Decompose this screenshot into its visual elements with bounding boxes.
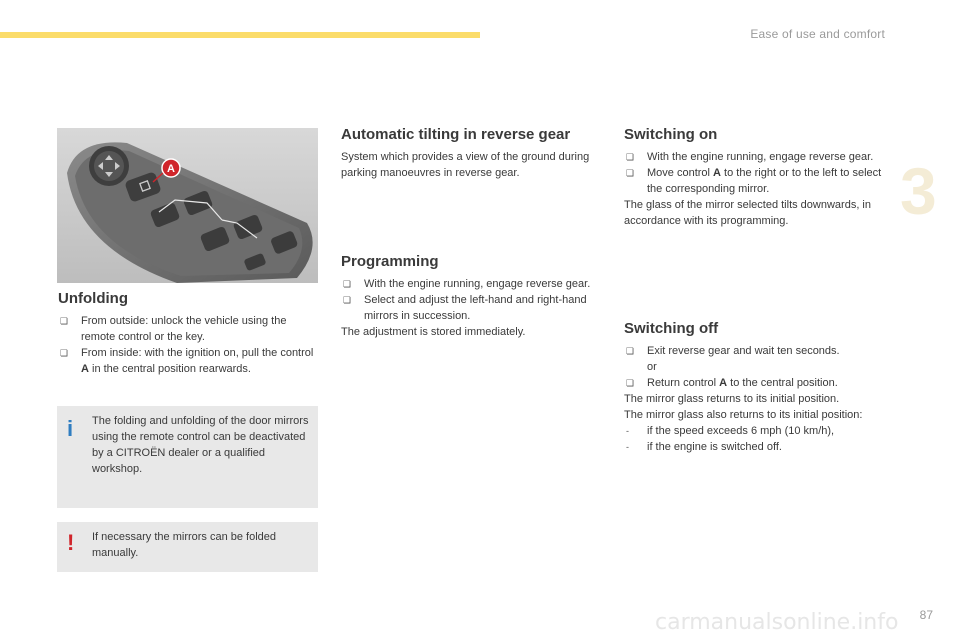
list-item: ❏ Return control A to the central position. — [626, 377, 838, 389]
dash-icon: - — [626, 426, 629, 436]
info-note — [57, 406, 318, 508]
dash-icon: - — [626, 442, 629, 452]
warning-note-text: If necessary the mirrors can be folded manually. — [92, 531, 277, 559]
programming-note: The adjustment is stored immediately. — [341, 326, 526, 338]
switching-on-title: Switching on — [624, 126, 718, 143]
bullet-icon: ❏ — [60, 348, 69, 358]
warning-note — [57, 522, 318, 572]
switching-off-text-1: The mirror glass returns to its initial position. — [624, 393, 840, 405]
list-item: ❏ With the engine running, engage reverse gear. — [343, 278, 591, 290]
auto-tilting-title: Automatic tilting in reverse gear — [341, 126, 571, 143]
info-note-text: The folding and unfolding of the door mirrors using the remote control can be deactivated by a CITROËN dealer or a qualified workshop. — [92, 415, 309, 475]
bullet-icon: ❏ — [626, 346, 635, 356]
list-item: ❏ Select and adjust the left-hand and right-hand mirrors in succession. — [343, 294, 587, 322]
header-accent-bar — [0, 32, 480, 38]
info-icon: i — [67, 416, 74, 441]
mirror-control-illustration — [57, 128, 318, 283]
list-item: ❏ Move control A to the right or to the left to select the corresponding mirror. — [626, 167, 882, 195]
chapter-number: 3 — [900, 154, 937, 228]
section-title: Ease of use and comfort — [750, 27, 885, 41]
bullet-icon: ❏ — [626, 168, 635, 178]
callout-label: A — [167, 163, 175, 175]
switching-off-title: Switching off — [624, 320, 719, 337]
programming-title: Programming — [341, 253, 439, 270]
switching-on-text: The glass of the mirror selected tilts downwards, in accordance with its programming. — [624, 199, 871, 227]
unfolding-title: Unfolding — [58, 290, 128, 307]
switching-off-text-2: The mirror glass also returns to its initial position: — [624, 409, 863, 421]
programming-steps — [341, 276, 596, 340]
list-item: ❏ With the engine running, engage reverse gear. — [626, 151, 874, 163]
dash-item: - if the engine is switched off. — [626, 441, 782, 453]
bullet-icon: ❏ — [343, 279, 352, 289]
auto-tilting-text: System which provides a view of the ground during parking manoeuvres in reverse gear. — [341, 151, 590, 179]
dash-item: - if the speed exceeds 6 mph (10 km/h), — [626, 425, 835, 437]
unfolding-steps — [58, 313, 320, 377]
switching-off-steps — [624, 343, 884, 455]
bullet-icon: ❏ — [343, 295, 352, 305]
warning-icon: ! — [67, 530, 75, 555]
list-item: ❏ From outside: unlock the vehicle using the remote control or the key. — [60, 315, 287, 343]
list-item: ❏ Exit reverse gear and wait ten seconds. — [626, 345, 840, 357]
bullet-icon: ❏ — [60, 316, 69, 326]
or-separator: or — [647, 361, 657, 373]
watermark: carmanualsonline.info — [655, 610, 899, 635]
switching-on-steps — [624, 149, 884, 229]
bullet-icon: ❏ — [626, 152, 635, 162]
list-item: ❏ From inside: with the ignition on, pull the control A in the central position rearwards. — [60, 347, 314, 375]
bullet-icon: ❏ — [626, 378, 635, 388]
page-number: 87 — [919, 608, 933, 622]
